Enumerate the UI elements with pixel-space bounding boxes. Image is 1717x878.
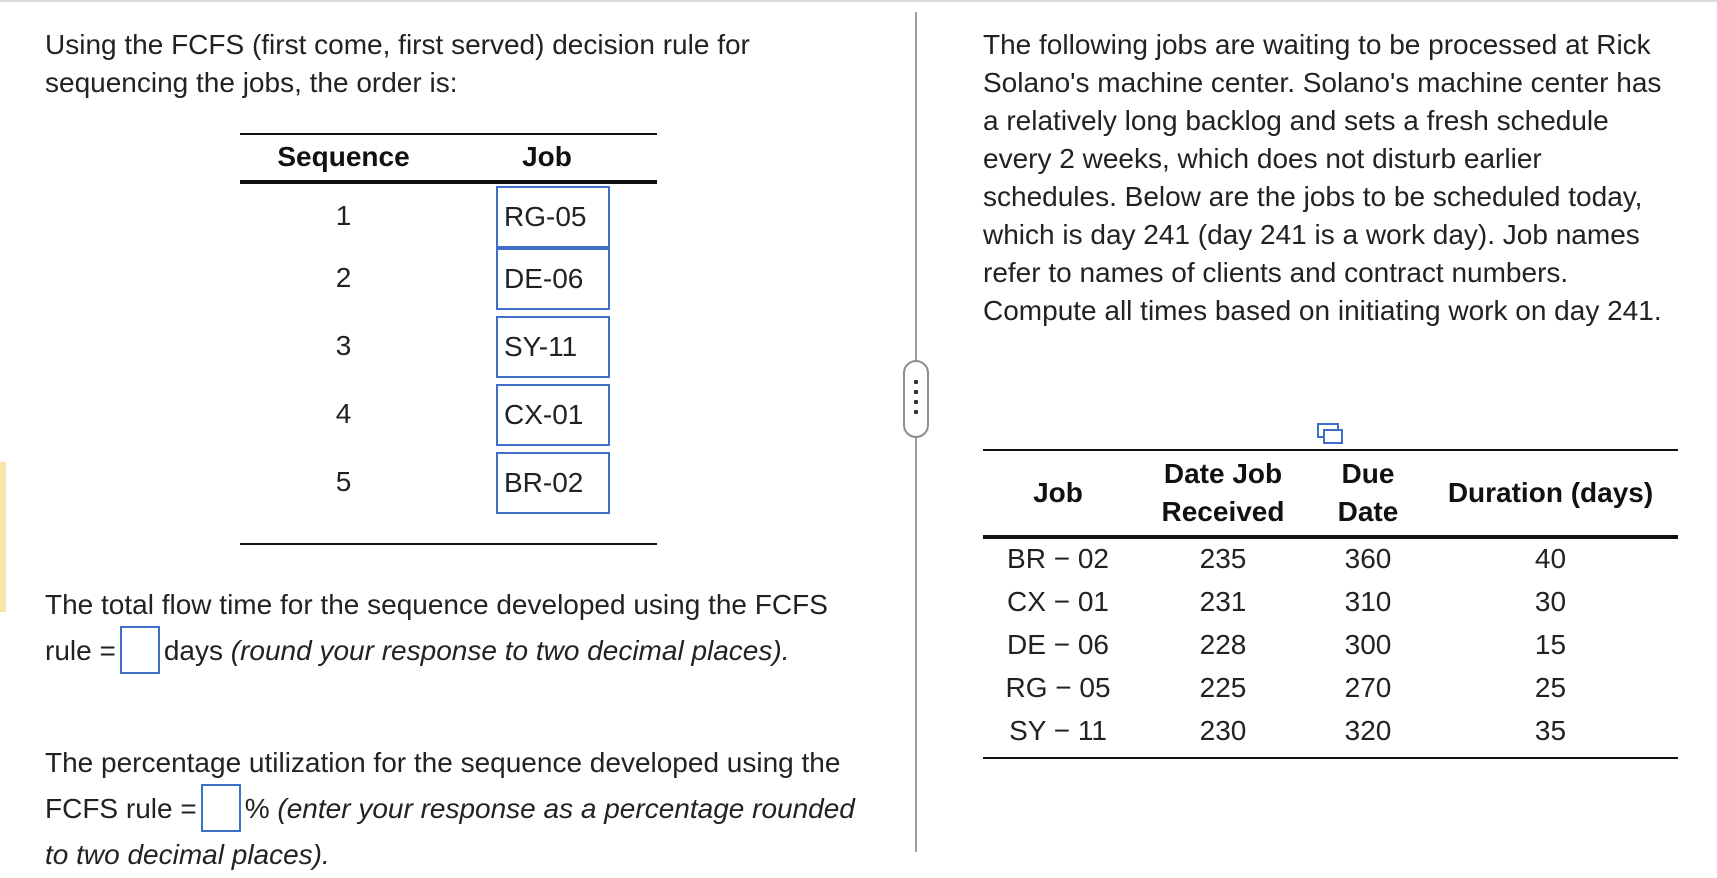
- job-header: Job: [522, 141, 572, 172]
- received-cell: 230: [1199, 715, 1247, 746]
- job-cell: BR − 02: [1007, 543, 1109, 574]
- table-row: [983, 672, 1678, 715]
- handle-dots: [914, 380, 918, 420]
- duration-cell: 30: [1534, 586, 1567, 617]
- due-cell: 300: [1344, 629, 1392, 660]
- job-cell: DE − 06: [1007, 629, 1109, 660]
- table-row: [983, 543, 1678, 586]
- job-input-5[interactable]: BR-02: [496, 452, 610, 514]
- due-cell: 310: [1344, 586, 1392, 617]
- duration-column-header: Duration (days): [1447, 477, 1654, 508]
- table-rule-bottom: [240, 543, 657, 545]
- copy-data-icon[interactable]: [1315, 422, 1345, 446]
- utilization-question: [45, 740, 865, 878]
- due-header-line1: Due: [1341, 458, 1395, 489]
- flow-time-unit: days: [163, 635, 223, 666]
- table-rule-header: [240, 180, 657, 184]
- job-input-1[interactable]: RG-05: [496, 186, 610, 248]
- sequence-number: 2: [335, 262, 352, 293]
- table-rule-header: [983, 535, 1678, 539]
- received-header-line1: Date Job: [1163, 458, 1283, 489]
- job-input-3[interactable]: SY-11: [496, 316, 610, 378]
- sequence-number: 4: [335, 398, 352, 429]
- flow-time-prefix: The total flow time for the sequence developed using the FCFS rule =: [45, 589, 828, 666]
- received-cell: 225: [1199, 672, 1247, 703]
- flow-time-question: [45, 582, 865, 674]
- sequence-number: 5: [335, 466, 352, 497]
- due-cell: 320: [1344, 715, 1392, 746]
- utilization-prefix: The percentage utilization for the sequence developed using the FCFS rule =: [45, 747, 841, 824]
- received-cell: 235: [1199, 543, 1247, 574]
- duration-cell: 15: [1534, 629, 1567, 660]
- job-cell: RG − 05: [1005, 672, 1111, 703]
- table-row: [983, 586, 1678, 629]
- received-cell: 228: [1199, 629, 1247, 660]
- sequence-number: 1: [335, 200, 352, 231]
- sequence-header: Sequence: [277, 141, 410, 172]
- due-header-line2: Date: [1337, 496, 1399, 527]
- sequence-number: 3: [335, 330, 352, 361]
- resize-handle-icon[interactable]: [903, 360, 929, 438]
- table-rule-bottom: [983, 757, 1678, 759]
- problem-statement: The following jobs are waiting to be processed at Rick Solano's machine center. Solano's machine center has a relatively long backlog and sets a fresh schedule every 2 weeks, which does not disturb earlier schedules. Below are the jobs to be scheduled today, which is day 241 (day 241 is a work day). Job names refer to names of clients and contract numbers. Compute all times based on initiating work on day 241.: [983, 29, 1662, 326]
- job-cell: CX − 01: [1007, 586, 1109, 617]
- utilization-input[interactable]: [201, 784, 241, 832]
- received-cell: 231: [1199, 586, 1247, 617]
- received-header-line2: Received: [1161, 496, 1285, 527]
- flow-time-hint: (round your response to two decimal places).: [230, 635, 790, 666]
- due-column-header: [1313, 455, 1423, 531]
- job-column-header: Job: [1033, 477, 1083, 508]
- duration-cell: 25: [1534, 672, 1567, 703]
- due-cell: 270: [1344, 672, 1392, 703]
- utilization-unit: %: [244, 793, 270, 824]
- received-column-header: [1133, 455, 1313, 531]
- job-cell: SY − 11: [1009, 715, 1107, 746]
- table-row: [983, 629, 1678, 672]
- duration-cell: 40: [1534, 543, 1567, 574]
- duration-cell: 35: [1534, 715, 1567, 746]
- intro-text: Using the FCFS (first come, first served) decision rule for sequencing the jobs, the order is:: [45, 29, 750, 98]
- table-rule-top: [983, 449, 1678, 451]
- job-input-4[interactable]: CX-01: [496, 384, 610, 446]
- utilization-hint: (enter your response as a percentage rounded to two decimal places).: [45, 793, 855, 870]
- table-rule-top: [240, 133, 657, 135]
- flow-time-input[interactable]: [120, 626, 160, 674]
- due-cell: 360: [1344, 543, 1392, 574]
- table-row: [983, 715, 1678, 758]
- job-input-2[interactable]: DE-06: [496, 248, 610, 310]
